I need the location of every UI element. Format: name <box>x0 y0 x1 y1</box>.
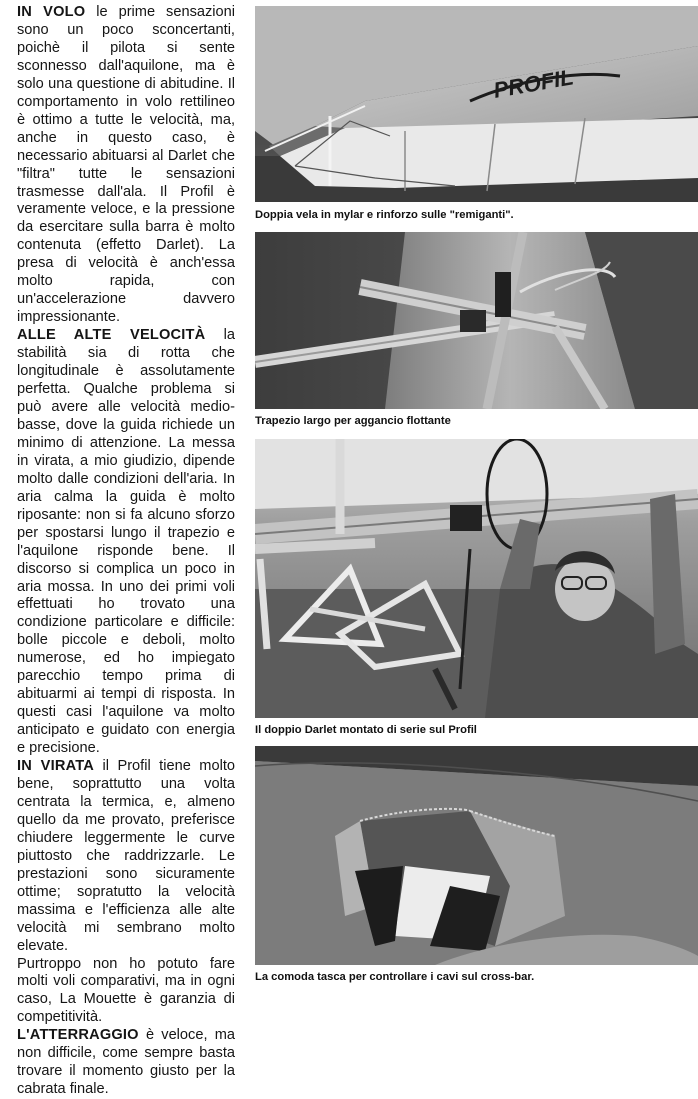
sail-logo-text: PROFIL <box>491 64 576 103</box>
paragraph-lead: L'ATTERRAGGIO <box>17 1027 139 1044</box>
paragraph-lead: ALLE ALTE VELOCITÀ <box>17 327 206 344</box>
photo-trapeze <box>255 232 698 409</box>
trapeze-image <box>255 232 698 409</box>
paragraph-purtroppo <box>17 956 235 1028</box>
paragraph-in-virata <box>17 758 235 955</box>
darlet-image <box>255 439 698 718</box>
paragraph-lead: IN VIRATA <box>17 758 95 775</box>
photo-darlet <box>255 439 698 718</box>
paragraph-text: le prime sensazioni sono un poco sconcertanti, poichè il pilota si sente sconnesso dall'aquilone, ma è solo una questione di abitudine. Il comportamento in volo rettilineo è ottimo a tutte le velocità, ma, anche in questo caso, è necessario abituarsi al Darlet che "filtra" tutte le sensazioni trasmesse dall'ala. Il Profil è veramente veloce, e la pressione da esercitare sulla barra è molto contenuta (effetto Darlet). La presa di velocità è anch'essa molto rapida, con un'accelerazione davvero impressionante. <box>17 4 235 326</box>
paragraph-text: la stabilità sia di rotta che longitudinale è assolutamente perfetta. Qualche problema si può avere alle velocità medio-basse, dove la guida richiede un minimo di attenzione. La messa in virata, a mio giudizio, dipende molto dalle condizioni dell'aria. In aria calma la guida è molto riposante: non si fa alcuno sforzo per spostarsi lungo il trapezio e l'aquilone risponde bene. Il discorso si complica un poco in aria mossa. In uno dei primi voli effettuati ho trovato una condizione particolare e difficile: bolle piccole e deboli, molto numerose, ed ho impiegato parecchio tempo prima di abituarmi ai tempi di risposta. In questi casi l'aquilone va molto anticipato e guidato con energia e precisione. <box>17 327 235 757</box>
photo-caption: Il doppio Darlet montato di serie sul Profil <box>255 724 477 736</box>
paragraph-alte-velocita <box>17 327 235 758</box>
paragraph-in-volo <box>17 4 235 327</box>
article-column <box>17 4 235 1099</box>
paragraph-atterraggio <box>17 1027 235 1099</box>
photo-caption: Doppia vela in mylar e rinforzo sulle "remiganti". <box>255 209 514 221</box>
photo-pocket <box>255 746 698 965</box>
photo-wing-sail <box>255 6 698 202</box>
pocket-image <box>255 746 698 965</box>
photo-caption: La comoda tasca per controllare i cavi sul cross-bar. <box>255 971 535 983</box>
paragraph-text: il Profil tiene molto bene, soprattutto una volta centrata la termica, e, almeno quello da me provato, preferisce chiudere leggermente le curve piuttosto che raddrizzarle. Le prestazioni sono sicuramente ottime; sopratutto la velocità massima e l'efficienza alle alte velocità mi sembrano molto elevate. <box>17 758 235 954</box>
wing-sail-image <box>255 6 698 202</box>
paragraph-text: è veloce, ma non difficile, come sempre basta trovare il momento giusto per la cabrata finale. <box>17 1027 235 1098</box>
paragraph-lead: IN VOLO <box>17 4 86 20</box>
photo-caption: Trapezio largo per aggancio flottante <box>255 415 451 427</box>
paragraph-text: Purtroppo non ho potuto fare molti voli comparativi, ma in ogni caso, La Mouette è garanzia di competitività. <box>17 955 235 1026</box>
